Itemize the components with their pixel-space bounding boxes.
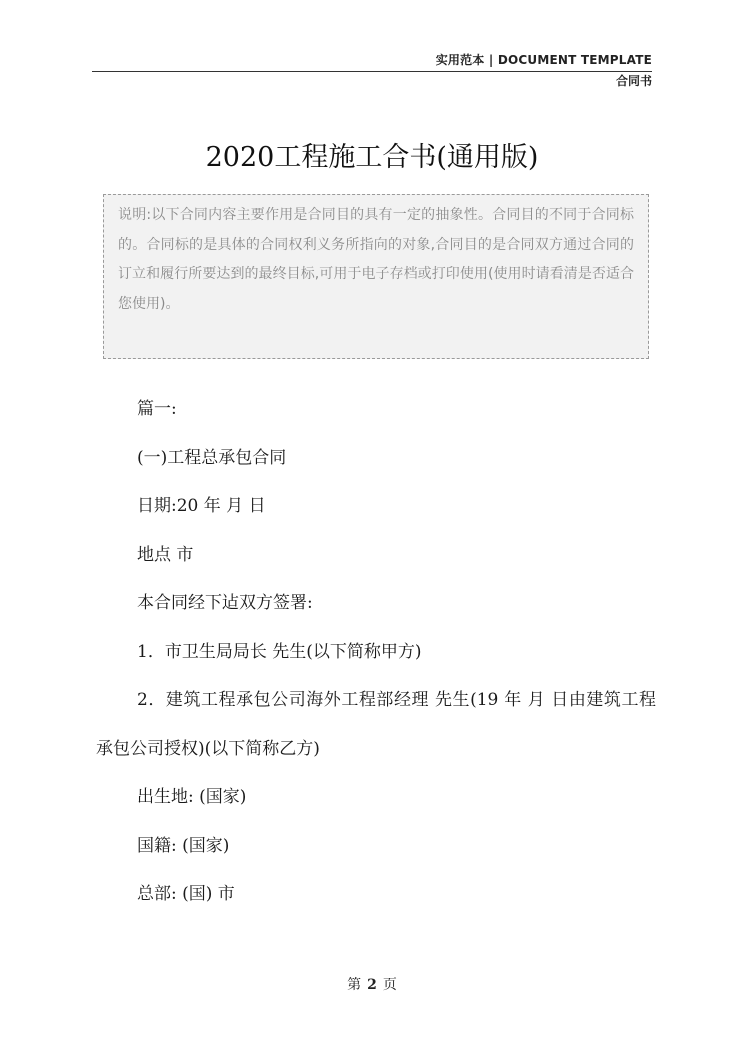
document-body: [96, 385, 656, 919]
paragraph-birthplace: 出生地: (国家): [137, 787, 247, 807]
page-header: [92, 50, 652, 94]
paragraph-contract-type: (一)工程总承包合同: [137, 447, 287, 468]
paragraph-date: 日期:20 年 月 日: [137, 496, 266, 516]
page-number: 2: [367, 977, 377, 993]
paragraph-signatories-intro: 本合同经下迠双方签署:: [137, 593, 313, 613]
header-doc-type: 合同书: [615, 74, 652, 88]
paragraph-party-a: 1．市卫生局局长 先生(以下简称甲方): [137, 641, 422, 662]
paragraph-nationality: 国籍: (国家): [137, 835, 230, 856]
header-template-label: 实用范本 | DOCUMENT TEMPLATE: [435, 53, 652, 67]
description-note-box: 说明:以下合同内容主要作用是合同目的具有一定的抽象性。合同目的不同于合同标的。合同标的是具体的合同权利义务所指向的对象,合同目的是合同双方通过合同的订立和履行所要达到的最终目标,可用于电子存档或打印使用(使用时请看清是否适合您使用)。: [103, 194, 649, 359]
paragraph-location: 地点 市: [137, 544, 194, 565]
page-number-prefix: 第: [347, 977, 362, 993]
paragraph-party-b: 2．建筑工程承包公司海外工程部经理 先生(19 年 月 日由建筑工程承包公司授权)(以下简称乙方): [96, 690, 656, 759]
document-title: 2020工程施工合书(通用版): [205, 142, 539, 173]
paragraph-headquarters: 总部: (国) 市: [137, 884, 235, 904]
page-footer: [0, 974, 744, 994]
paragraph-section-heading: 篇一:: [137, 399, 177, 419]
page-number-suffix: 页: [382, 977, 397, 993]
